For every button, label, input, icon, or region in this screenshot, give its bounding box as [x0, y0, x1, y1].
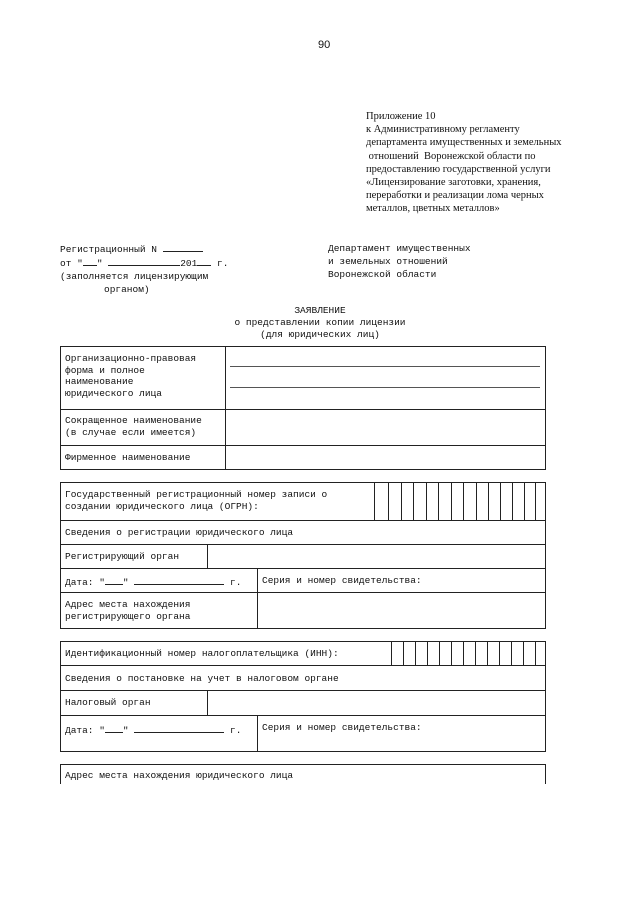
from-prefix: от " [60, 258, 83, 269]
reg-address-field[interactable] [260, 595, 542, 625]
registration-number-field[interactable] [163, 242, 203, 252]
appendix-block [366, 110, 562, 216]
year-prefix: 201 [180, 258, 198, 269]
tax-body-field[interactable] [210, 693, 542, 712]
org-form-label: юридического лица [65, 387, 162, 399]
inn-label: Идентификационный номер налогоплательщика (ИНН): [65, 648, 339, 659]
tax-date-day-field[interactable] [105, 723, 123, 733]
department-line: Воронежской области [328, 269, 437, 280]
department-line: Департамент имущественных [328, 243, 471, 254]
appendix-line: к Административному регламенту [366, 124, 520, 136]
tax-info-label: Сведения о постановке на учет в налоговом органе [65, 673, 339, 684]
date-month-field[interactable] [134, 575, 224, 585]
month-field[interactable] [108, 256, 180, 266]
reg-address-label: Адрес места нахождения [65, 599, 191, 610]
day-field[interactable] [83, 256, 97, 266]
short-name-label: Сокращенное наименование [65, 415, 202, 426]
year-suffix: г. [217, 258, 229, 269]
brand-name-label: Фирменное наименование [65, 452, 191, 463]
appendix-line: отношений Воронежской области по [366, 150, 536, 162]
appendix-line: предоставлению государственной услуги [366, 163, 551, 175]
legal-address-label: Адрес места нахождения юридического лица [65, 770, 294, 781]
tax-date-suffix: г. [230, 725, 242, 736]
date-suffix: г. [230, 577, 242, 588]
registration-block [60, 242, 228, 296]
document-title: ЗАЯВЛЕНИЕ [294, 305, 346, 316]
appendix-line: «Лицензирование заготовки, хранения, [366, 177, 541, 189]
document-subtitle: о представлении копии лицензии [234, 317, 406, 328]
year-field[interactable] [197, 256, 211, 266]
appendix-line: Приложение 10 [366, 111, 436, 122]
page-number: 90 [318, 39, 331, 51]
org-form-label: Организационно-правовая [65, 353, 197, 364]
appendix-line: переработки и реализации лома черных [366, 190, 544, 202]
ogrn-label: создании юридического лица (ОГРН): [65, 500, 259, 512]
org-form-label: наименование [65, 376, 134, 387]
tax-date-mid: " [122, 725, 129, 736]
document-note: (для юридических лиц) [260, 329, 380, 340]
tax-certificate-label: Серия и номер свидетельства: [262, 722, 422, 733]
registration-number-label: Регистрационный N [60, 244, 157, 255]
date-mid: " [122, 577, 129, 588]
reg-address-label: регистрирующего органа [65, 610, 191, 622]
date-day-field[interactable] [105, 575, 123, 585]
appendix-line: департамента имущественных и земельных [366, 137, 562, 149]
department-line: и земельных отношений [328, 256, 448, 267]
registration-note: (заполняется лицензирующим [60, 271, 209, 282]
reg-body-field[interactable] [210, 547, 542, 565]
ogrn-field[interactable] [376, 485, 542, 517]
reg-body-label: Регистрирующий орган [65, 551, 180, 562]
brand-name-field[interactable] [228, 448, 542, 466]
short-name-field[interactable] [228, 412, 542, 442]
short-name-label: (в случае если имеется) [65, 426, 197, 438]
org-form-label: форма и полное [65, 364, 145, 376]
date-prefix: Дата: " [65, 577, 105, 588]
certificate-label: Серия и номер свидетельства: [262, 575, 422, 586]
tax-date-month-field[interactable] [134, 723, 224, 733]
tax-body-label: Налоговый орган [65, 697, 151, 708]
tax-date-prefix: Дата: " [65, 725, 105, 736]
inn-field[interactable] [393, 644, 543, 662]
reg-info-label: Сведения о регистрации юридического лица [65, 527, 294, 538]
from-mid: " [96, 258, 103, 269]
org-form-field[interactable] [228, 350, 542, 406]
registration-note-2: органом) [104, 284, 150, 295]
department-block [328, 242, 471, 281]
ogrn-label: Государственный регистрационный номер записи о [65, 489, 328, 500]
appendix-line: металлов, цветных металлов» [366, 203, 500, 215]
